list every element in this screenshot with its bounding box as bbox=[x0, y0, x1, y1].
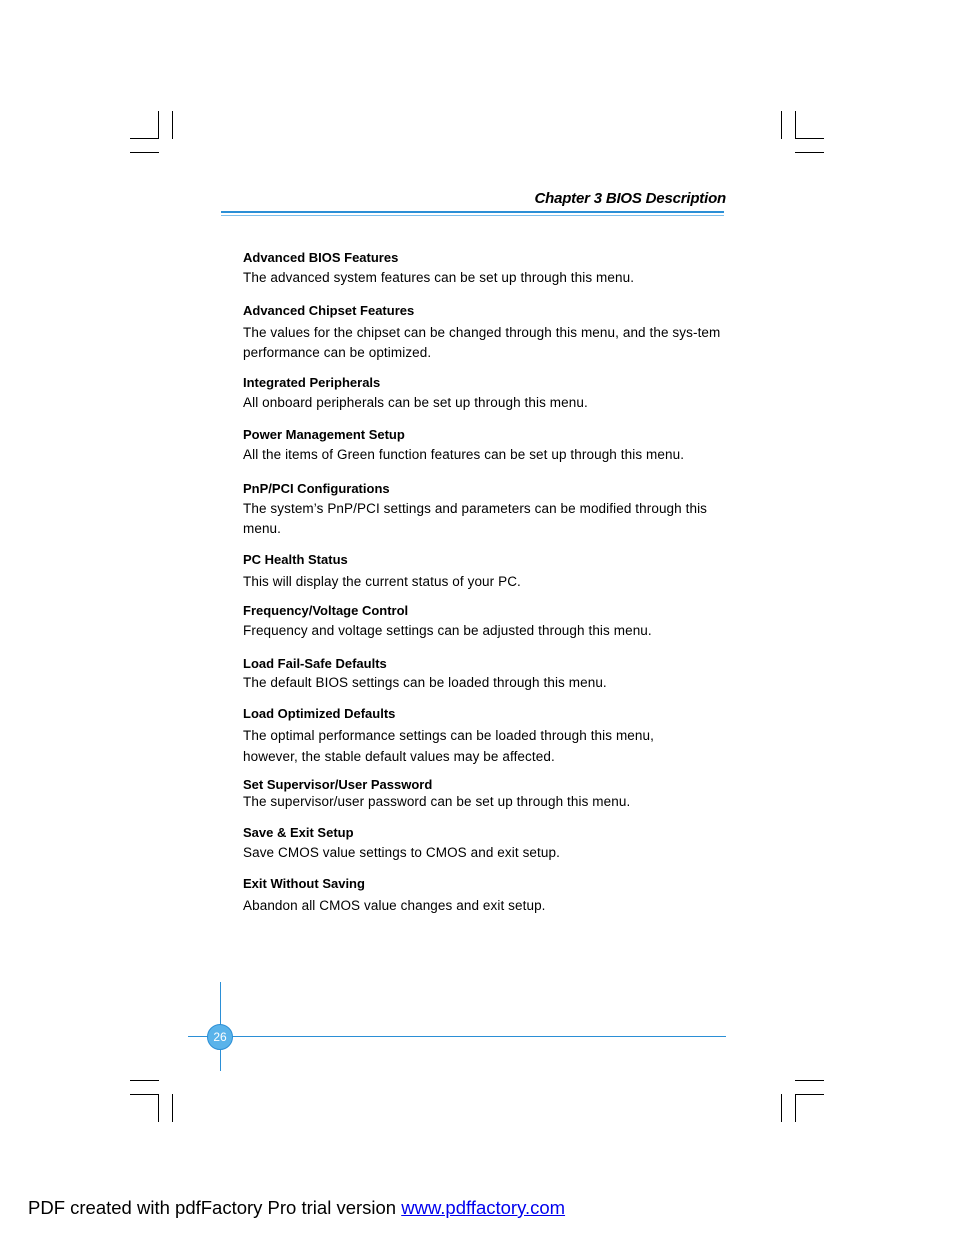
section-body: The optimal performance settings can be loaded through this menu, however, the stable default values may be affected. bbox=[243, 728, 654, 764]
section-title: Set Supervisor/User Password bbox=[243, 777, 433, 792]
section-body: The default BIOS settings can be loaded through this menu. bbox=[243, 674, 607, 690]
pdf-creator-text: PDF created with pdfFactory Pro trial version bbox=[28, 1197, 402, 1218]
section-load-fail-safe-defaults bbox=[243, 655, 723, 694]
section-title: Advanced BIOS Features bbox=[243, 250, 399, 265]
header-rule bbox=[221, 211, 724, 213]
chapter-title: Chapter 3 BIOS Description bbox=[534, 190, 726, 207]
section-pnp-pci-configurations bbox=[243, 480, 723, 540]
section-title: Power Management Setup bbox=[243, 427, 405, 442]
footer-horizontal-rule bbox=[188, 1036, 726, 1037]
pdffactory-link[interactable]: www.pdffactory.com bbox=[401, 1197, 566, 1218]
section-title: Load Fail-Safe Defaults bbox=[243, 655, 387, 671]
section-title: PnP/PCI Configurations bbox=[243, 480, 390, 496]
section-integrated-peripherals bbox=[243, 374, 723, 414]
section-title: Load Optimized Defaults bbox=[243, 706, 396, 721]
section-body: All onboard peripherals can be set up through this menu. bbox=[243, 394, 588, 410]
section-set-supervisor-user-password bbox=[243, 776, 723, 813]
section-load-optimized-defaults bbox=[243, 705, 723, 767]
page-number-badge: 26 bbox=[207, 1024, 233, 1050]
section-save-exit-setup bbox=[243, 824, 723, 864]
section-title: Save & Exit Setup bbox=[243, 824, 354, 840]
section-body: Save CMOS value settings to CMOS and exit setup. bbox=[243, 844, 560, 860]
section-exit-without-saving bbox=[243, 875, 723, 917]
section-body: Abandon all CMOS value changes and exit setup. bbox=[243, 898, 546, 913]
section-title: Integrated Peripherals bbox=[243, 374, 381, 390]
section-body: All the items of Green function features can be set up through this menu. bbox=[243, 447, 685, 462]
section-advanced-bios-features bbox=[243, 249, 723, 289]
section-title: Advanced Chipset Features bbox=[243, 302, 415, 318]
section-body: The supervisor/user password can be set up through this menu. bbox=[243, 794, 631, 809]
header-rule-thin bbox=[221, 215, 724, 216]
section-body: This will display the current status of your PC. bbox=[243, 573, 521, 589]
menu-descriptions bbox=[243, 249, 723, 917]
section-body: The values for the chipset can be changed through this menu, and the sys-tem performance can be optimized. bbox=[243, 324, 721, 360]
section-pc-health-status bbox=[243, 551, 723, 593]
section-frequency-voltage-control bbox=[243, 602, 723, 642]
section-body: Frequency and voltage settings can be adjusted through this menu. bbox=[243, 623, 652, 638]
section-advanced-chipset-features bbox=[243, 302, 723, 364]
pdf-creator-notice bbox=[28, 1197, 565, 1219]
section-title: Frequency/Voltage Control bbox=[243, 603, 409, 618]
section-body: The advanced system features can be set up through this menu. bbox=[243, 270, 635, 285]
section-power-management-setup bbox=[243, 426, 723, 466]
section-title: Exit Without Saving bbox=[243, 876, 365, 891]
section-body: The system’s PnP/PCI settings and parameters can be modified through this menu. bbox=[243, 500, 708, 536]
section-title: PC Health Status bbox=[243, 551, 348, 567]
